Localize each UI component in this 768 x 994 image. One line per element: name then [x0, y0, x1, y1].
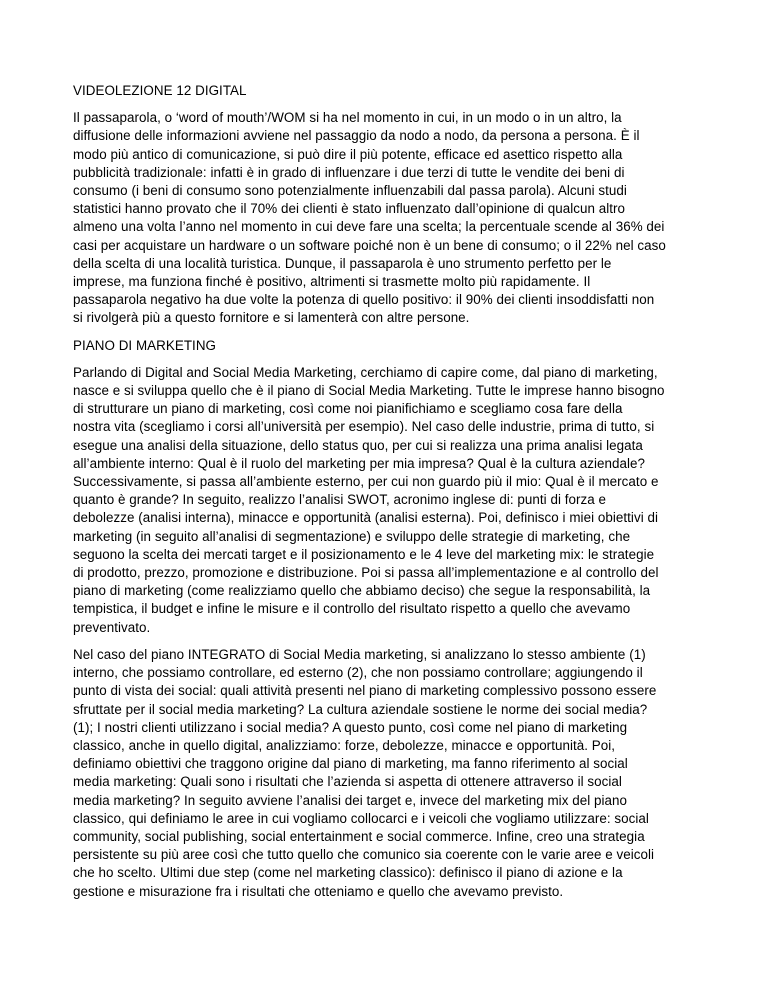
text-line: debolezze (analisi interna), minacce e opportunità (analisi esterna). Poi, definisco i miei obiettivi di — [73, 510, 659, 526]
text-line: diffusione delle informazioni avviene nel passaggio da nodo a nodo, da persona a persona. È il — [73, 128, 640, 144]
text-line: seguono la scelta dei mercati target e il posizionamento e le 4 leve del marketing mix: le strategie — [73, 546, 655, 562]
text-line: marketing (in seguito all’analisi di segmentazione) e sviluppo delle strategie di marketing, che — [73, 528, 631, 544]
text-line: Parlando di Digital and Social Media Marketing, cerchiamo di capire come, dal piano di marketing, — [73, 364, 658, 380]
text-line: della scelta di una località turistica. Dunque, il passaparola è uno strumento perfetto per le — [73, 255, 612, 271]
text-line: di prodotto, prezzo, promozione e distribuzione. Poi si passa all’implementazione e al controllo del — [73, 565, 659, 581]
text-line: si rivolgerà più a questo fornitore e si lamenterà con altre persone. — [73, 310, 470, 326]
text-line: nasce e si sviluppa quello che è il piano di Social Media Marketing. Tutte le imprese hanno bisogno — [73, 383, 665, 399]
text-line: media marketing? In seguito avviene l’analisi dei target e, invece del marketing mix del piano — [73, 792, 628, 808]
text-line: (1); I nostri clienti utilizzano i social media? A questo punto, così come nel piano di marketing — [73, 719, 628, 735]
text-line: imprese, ma funziona finché è positivo, altrimenti si trasmette molto più rapidamente. Il — [73, 274, 591, 290]
text-line: esegue una analisi della situazione, dello status quo, per cui si realizza una prima analisi legata — [73, 437, 643, 453]
text-line: sfruttate per il social media marketing? La cultura aziendale sostiene le norme dei social media? — [73, 701, 648, 717]
text-line: di strutturare un piano di marketing, così come noi pianifichiamo e scegliamo cosa fare della — [73, 401, 623, 417]
text-line: persistente su più aree così che tutto quello che comunico sia coerente con le varie aree e veicoli — [73, 847, 655, 863]
text-line: consumo (i beni di consumo sono potenzialmente influenzabili dal passa parola). Alcuni studi — [73, 183, 627, 199]
text-line: gestione e misurazione fra i risultati che otteniamo e quello che avevamo previsto. — [73, 883, 564, 899]
text-line: statistici hanno provato che il 70% dei clienti è stato influenzato dall’opinione di qualcun altro — [73, 201, 626, 217]
text-line: pubblicità tradizionale: infatti è in grado di influenzare i due terzi di tutte le vendite dei beni di — [73, 164, 625, 180]
section-heading: PIANO DI MARKETING — [73, 337, 217, 353]
text-line: media marketing: Quali sono i risultati che l’azienda si aspetta di ottenere attraverso il social — [73, 774, 622, 790]
paragraph-word-of-mouth — [73, 109, 699, 327]
text-line: interno, che possiamo controllare, ed esterno (2), che non possiamo controllare; aggiungendo il — [73, 665, 643, 681]
text-line: Il passaparola, o ‘word of mouth’/WOM si ha nel momento in cui, in un modo o in un altro, la — [73, 110, 622, 126]
text-line: classico, qui definiamo le aree in cui vogliamo collocarci e i veicoli che vogliamo utilizzare: social — [73, 810, 649, 826]
text-line: che ho scelto. Ultimi due step (come nel marketing classico): definisco il piano di azione e la — [73, 865, 623, 881]
text-line: all’ambiente interno: Qual è il ruolo del marketing per mia impresa? Qual è la cultura aziendale? — [73, 455, 646, 471]
document-title: VIDEOLEZIONE 12 DIGITAL — [73, 83, 247, 98]
text-line: tempistica, il budget e infine le misure e il controllo del risultato rispetto a quello che avevamo — [73, 601, 631, 617]
text-line: modo più antico di comunicazione, si può dire il più potente, efficace ed asettico rispetto alla — [73, 146, 623, 162]
text-line: classico, anche in quello digital, analizziamo: forze, debolezze, minacce e opportunità. Poi, — [73, 737, 616, 753]
text-line: community, social publishing, social entertainment e social commerce. Infine, creo una strategia — [73, 828, 645, 844]
text-line: punto di vista dei social: quali attività presenti nel piano di marketing complessivo possono essere — [73, 683, 657, 699]
text-line: Successivamente, si passa all’ambiente esterno, per cui non guardo più il mio: Qual è il mercato e — [73, 474, 659, 490]
text-line: Nel caso del piano INTEGRATO di Social Media marketing, si analizzano lo stesso ambiente (1) — [73, 646, 646, 662]
paragraph-integrated-plan — [73, 646, 699, 901]
text-line: piano di marketing (come realizziamo quello che abbiamo deciso) che segue la responsabilità, la — [73, 583, 651, 599]
document-page — [73, 82, 699, 910]
text-line: quanto è grande? In seguito, realizzo l’analisi SWOT, acronimo inglese di: punti di forza e — [73, 492, 607, 508]
text-line: preventivato. — [73, 619, 151, 635]
text-line: casi per acquistare un hardware o un software poiché non è un bene di consumo; o il 22% nel caso — [73, 237, 666, 253]
text-line: passaparola negativo ha due volte la potenza di quello positivo: il 90% dei clienti insoddisfatti non — [73, 292, 655, 308]
text-line: almeno una volta l’anno nel momento in cui deve fare una scelta; la percentuale scende al 36% dei — [73, 219, 665, 235]
paragraph-marketing-plan — [73, 364, 699, 637]
text-line: nostra vita (scegliamo i corsi all’università per esempio). Nel caso delle industrie, prima di tutto, si — [73, 419, 655, 435]
text-line: definiamo obiettivi che traggono origine dal piano di marketing, ma fanno riferimento al social — [73, 756, 628, 772]
